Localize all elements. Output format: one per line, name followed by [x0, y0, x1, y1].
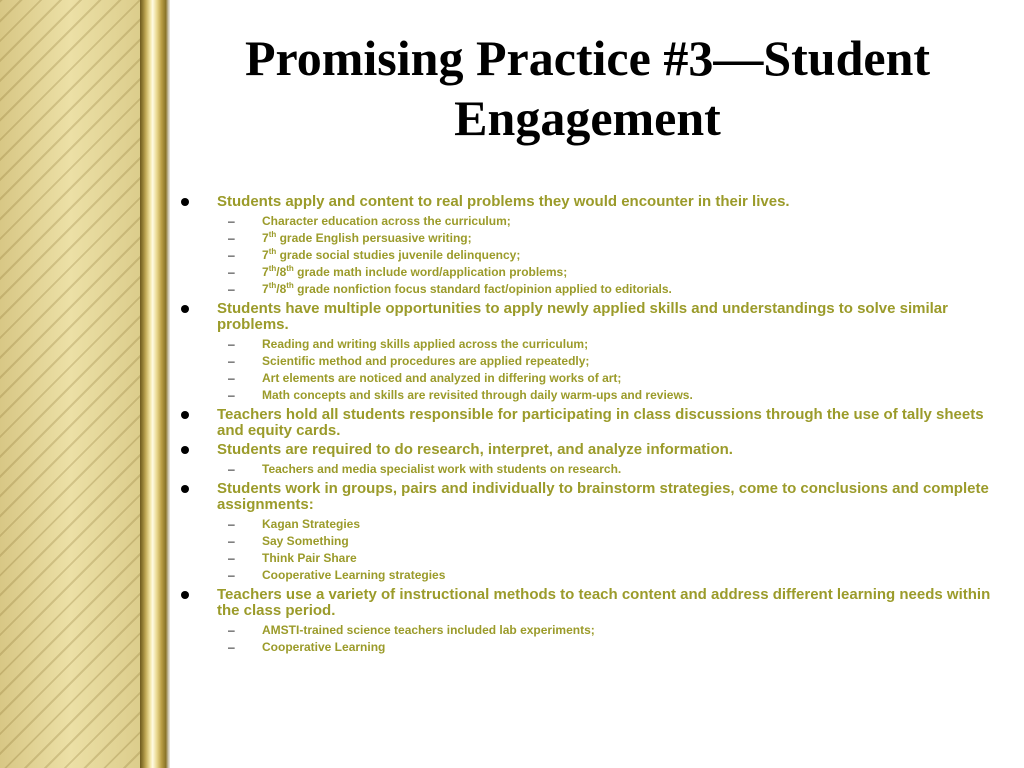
sub-bullet-list [217, 622, 1000, 656]
sub-bullet-item [217, 247, 1000, 264]
sub-bullet-item [217, 230, 1000, 247]
sub-bullet-item [217, 639, 1000, 656]
sub-bullet-ordinal: th [286, 264, 294, 273]
sub-bullet-text: Scientific method and procedures are applied repeatedly; [262, 354, 590, 368]
sub-bullet-item [217, 264, 1000, 281]
sub-bullet-list [217, 336, 1000, 404]
bullet-dot-icon [181, 305, 189, 313]
sub-bullet-item [217, 533, 1000, 550]
sub-bullet-ordinal: th [268, 247, 277, 256]
dash-icon: – [228, 517, 235, 531]
sub-bullet-list [217, 213, 1000, 298]
sub-bullet-list [217, 461, 1000, 478]
sub-bullet-grade: /8 [276, 282, 287, 296]
sub-bullet-item [217, 370, 1000, 387]
dash-icon: – [228, 623, 235, 637]
bullet-text: Students are required to do research, interpret, and analyze information. [217, 441, 733, 458]
sub-bullet-item [217, 567, 1000, 584]
dash-icon: – [228, 282, 235, 296]
sub-bullet-grade: /8 [276, 265, 287, 279]
sub-bullet-ordinal: th [268, 230, 277, 239]
sub-bullet-item [217, 387, 1000, 404]
bullet-item [175, 301, 1000, 404]
bullet-item [175, 481, 1000, 584]
sub-bullet-item [217, 516, 1000, 533]
bullet-dot-icon [181, 591, 189, 599]
sub-bullet-text: Art elements are noticed and analyzed in differing works of art; [262, 371, 622, 385]
dash-icon: – [228, 568, 235, 582]
bullet-text: Students have multiple opportunities to apply newly applied skills and understandings to solve similar problems. [217, 300, 948, 333]
dash-icon: – [228, 265, 235, 279]
bullet-text: Teachers use a variety of instructional methods to teach content and address different learning needs within the class period. [217, 586, 991, 619]
bullet-dot-icon [181, 198, 189, 206]
bullet-list [175, 194, 1000, 656]
sub-bullet-text: Teachers and media specialist work with students on research. [262, 462, 622, 476]
bullet-text: Teachers hold all students responsible for participating in class discussions through the use of tally sheets and equity cards. [217, 406, 984, 439]
sub-bullet-item [217, 336, 1000, 353]
bullet-item [175, 194, 1000, 298]
sub-bullet-text: grade nonfiction focus standard fact/opinion applied to editorials. [293, 282, 672, 296]
dash-icon: – [228, 534, 235, 548]
sub-bullet-text: Think Pair Share [262, 551, 357, 565]
sub-bullet-text: Character education across the curriculum; [262, 214, 511, 228]
sub-bullet-item [217, 461, 1000, 478]
dash-icon: – [228, 371, 235, 385]
sub-bullet-text: Cooperative Learning [262, 640, 386, 654]
dash-icon: – [228, 214, 235, 228]
sub-bullet-text: Say Something [262, 534, 349, 548]
sub-bullet-text: Reading and writing skills applied across the curriculum; [262, 337, 589, 351]
sub-bullet-item [217, 622, 1000, 639]
dash-icon: – [228, 551, 235, 565]
sub-bullet-item [217, 281, 1000, 298]
sub-bullet-text: Math concepts and skills are revisited through daily warm-ups and reviews. [262, 388, 693, 402]
dash-icon: – [228, 248, 235, 262]
dash-icon: – [228, 337, 235, 351]
bullet-text: Students work in groups, pairs and individually to brainstorm strategies, come to conclusions and complete assignments: [217, 480, 989, 513]
bullet-dot-icon [181, 446, 189, 454]
sub-bullet-item [217, 550, 1000, 567]
sub-bullet-grade: 7 [262, 282, 269, 296]
sub-bullet-text: grade math include word/application problems; [293, 265, 568, 279]
bullet-item [175, 442, 1000, 478]
decorative-gold-bevel [140, 0, 170, 768]
dash-icon: – [228, 388, 235, 402]
sub-bullet-item [217, 213, 1000, 230]
bullet-item [175, 587, 1000, 656]
dash-icon: – [228, 354, 235, 368]
sub-bullet-ordinal: th [268, 281, 277, 290]
sub-bullet-grade: 7 [262, 265, 269, 279]
bullet-text: Students apply and content to real problems they would encounter in their lives. [217, 193, 790, 210]
sub-bullet-grade: 7 [262, 231, 269, 245]
decorative-striped-border [0, 0, 140, 768]
bullet-item [175, 407, 1000, 439]
sub-bullet-text: Kagan Strategies [262, 517, 361, 531]
sub-bullet-text: grade English persuasive writing; [276, 231, 472, 245]
sub-bullet-grade: 7 [262, 248, 269, 262]
sub-bullet-item [217, 353, 1000, 370]
sub-bullet-ordinal: th [286, 281, 294, 290]
sub-bullet-ordinal: th [268, 264, 277, 273]
dash-icon: – [228, 640, 235, 654]
sub-bullet-text: grade social studies juvenile delinquency; [276, 248, 521, 262]
dash-icon: – [228, 231, 235, 245]
dash-icon: – [228, 462, 235, 476]
sub-bullet-text: AMSTI-trained science teachers included lab experiments; [262, 623, 595, 637]
sub-bullet-list [217, 516, 1000, 584]
slide-title: Promising Practice #3—Student Engagement [244, 30, 931, 146]
bullet-dot-icon [181, 411, 189, 419]
sub-bullet-text: Cooperative Learning strategies [262, 568, 446, 582]
bullet-dot-icon [181, 485, 189, 493]
